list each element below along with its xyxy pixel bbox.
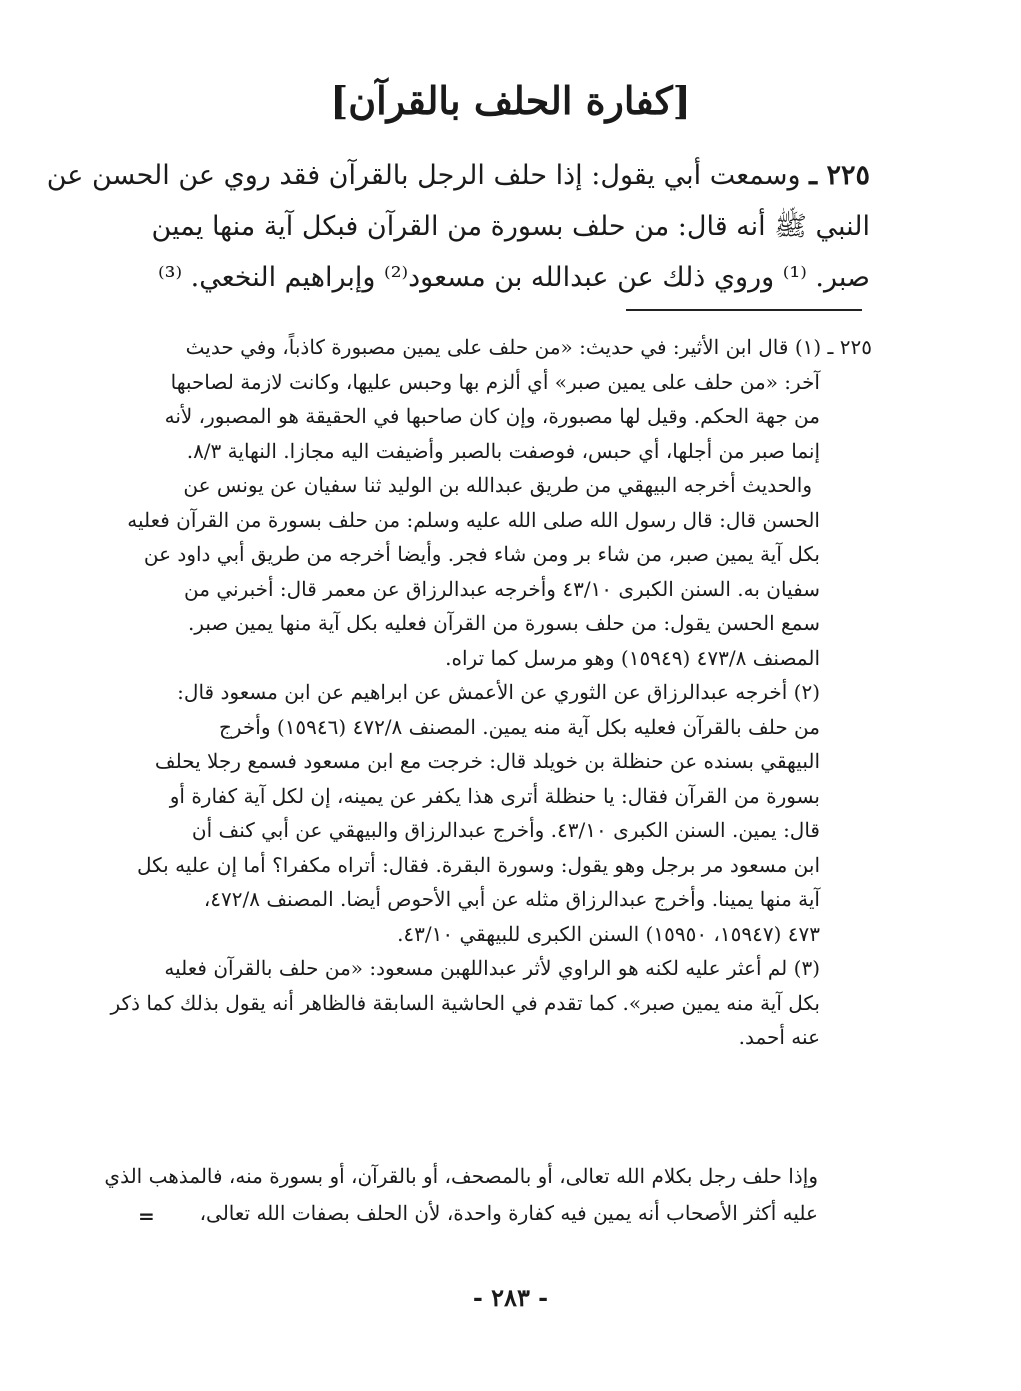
main-text <box>46 150 870 303</box>
footnote-line: ابن مسعود مر برجل وهو يقول: وسورة البقرة. فقال: أتراه مكفرا؟ أما إن عليه بكل <box>136 852 820 877</box>
footnote-line: (٣) لم أعثر عليه لكنه هو الراوي لأثر عبداللهبن مسعود: «من حلف بالقرآن فعليه <box>164 956 820 980</box>
footnote-line: بكل آية منه يمين صبر». كما تقدم في الحاشية السابقة فالظاهر أنه يقول بذلك كما ذكر <box>110 990 820 1015</box>
footnote-line: المصنف ٤٧٣/٨ (١٥٩٤٩) وهو مرسل كما تراه. <box>445 645 820 670</box>
commentary-line: عليه أكثر الأصحاب أنه يمين فيه كفارة واحدة، لأن الحلف بصفات الله تعالى، <box>199 1201 818 1225</box>
footnote-line: (٢) أخرجه عبدالرزاق عن الثوري عن الأعمش عن ابراهيم عن ابن مسعود قال: <box>177 680 820 704</box>
main-line-1: ٢٢٥ ـ وسمعت أبي يقول: إذا حلف الرجل بالقرآن فقد روي عن الحسن عن <box>46 160 870 191</box>
main-line-3: صبر. ⁽¹⁾ وروي ذلك عن عبدالله بن مسعود⁽²⁾ وإبراهيم النخعي. ⁽³⁾ <box>157 262 870 293</box>
footnote-line: من حلف بالقرآن فعليه بكل آية منه يمين. المصنف ٤٧٢/٨ (١٥٩٤٦) وأخرج <box>219 714 820 739</box>
footnote-line: سفيان به. السنن الكبرى ٤٣/١٠ وأخرجه عبدالرزاق عن معمر قال: أخبرني من <box>184 576 820 601</box>
footnote-line: البيهقي بسنده عن حنظلة بن خويلد قال: خرجت مع ابن مسعود فسمع رجلا يحلف <box>154 749 820 773</box>
commentary-line: وإذا حلف رجل بكلام الله تعالى، أو بالمصحف، أو بالقرآن، أو بسورة منه، فالمذهب الذي <box>104 1164 818 1188</box>
footnote-line: من جهة الحكم. وقيل لها مصبورة، وإن كان صاحبها في الحقيقة هو المصبور، لأنه <box>164 404 820 428</box>
page-number: - ٢٨٣ - <box>472 1283 549 1312</box>
footnote-line: بسورة من القرآن فقال: يا حنظلة أترى هذا يكفر عن يمينه، إن لكل آية كفارة أو <box>169 783 820 808</box>
footnotes <box>110 330 872 1055</box>
footnote-line: والحديث أخرجه البيهقي من طريق عبدالله بن الوليد ثنا سفيان عن يونس عن <box>183 473 812 497</box>
footnote-line: آخر: «من حلف على يمين صبر» أي ألزم بها وحبس عليها، وكانت لازمة لصاحبها <box>170 369 820 394</box>
continuation-mark: = <box>138 1204 153 1228</box>
footnote-line: بكل آية يمين صبر، من شاء بر ومن شاء فجر. وأيضا أخرجه من طريق أبي داود عن <box>143 542 820 566</box>
entry-number: ٢٢٥ ـ <box>809 160 870 191</box>
footnote-line: قال: يمين. السنن الكبرى ٤٣/١٠. وأخرج عبدالرزاق والبيهقي عن أبي كنف أن <box>191 818 820 842</box>
footnote-separator <box>626 309 862 311</box>
footnote-line: ٤٧٣ (١٥٩٤٧، ١٥٩٥٠) السنن الكبرى للبيهقي ٤٣/١٠. <box>397 921 820 946</box>
chapter-title: [كفارة الحلف بالقرآن] <box>330 78 691 123</box>
footnote-line: ٢٢٥ ـ (١) قال ابن الأثير: في حديث: «من حلف على يمين مصبورة كاذباً، وفي حديث <box>185 335 872 359</box>
footnote-line: عنه أحمد. <box>738 1025 820 1049</box>
footnote-line: سمع الحسن يقول: من حلف بسورة من القرآن فعليه بكل آية منها يمين صبر. <box>187 611 820 635</box>
footnote-line: الحسن قال: قال رسول الله صلى الله عليه وسلم: من حلف بسورة من القرآن فعليه <box>127 507 820 532</box>
footnote-line: إنما صبر من أجلها، أي حبس، فوصفت بالصبر وأضيفت اليه مجازا. النهاية ٨/٣. <box>186 438 820 463</box>
footnote-line: آية منها يمينا. وأخرج عبدالرزاق مثله عن أبي الأحوص أيضا. المصنف ٤٧٢/٨، <box>203 887 820 911</box>
main-line-2: النبي ﷺ أنه قال: من حلف بسورة من القرآن فبكل آية منها يمين <box>151 211 870 242</box>
commentary-paragraph <box>104 1158 870 1232</box>
